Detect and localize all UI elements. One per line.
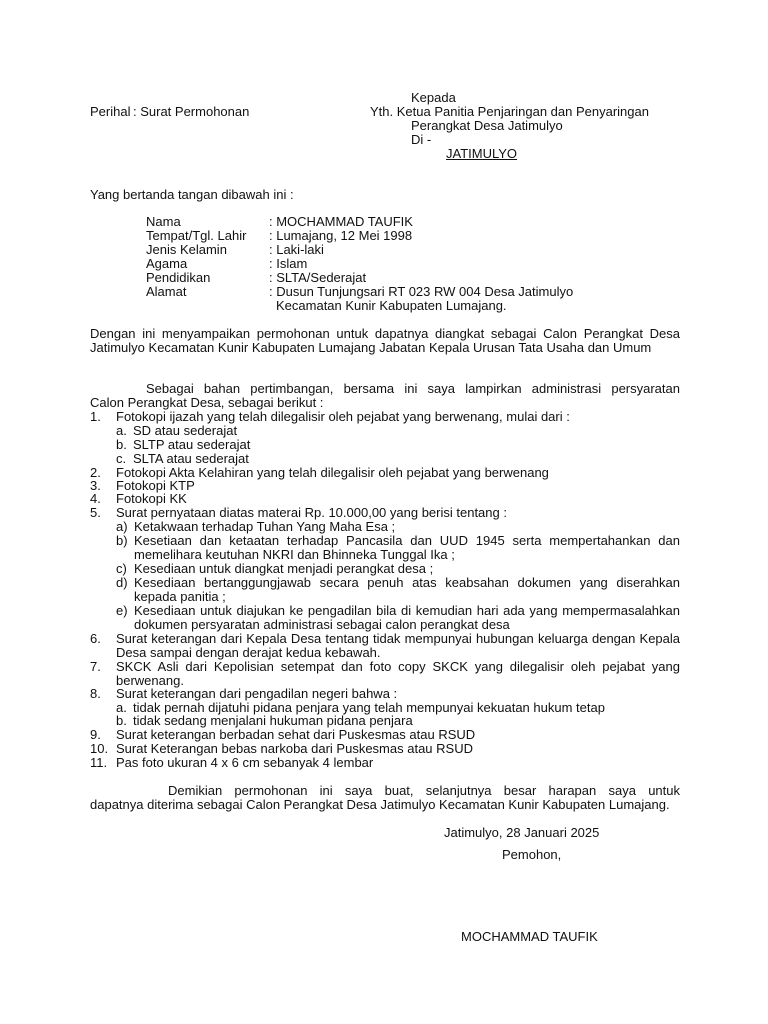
list-number: 2. <box>90 465 101 480</box>
list-item: Fotokopi Akta Kelahiran yang telah dilegalisir oleh pejabat yang berwenang <box>116 465 549 480</box>
paragraph-attachments: Sebagai bahan pertimbangan, bersama ini saya lampirkan administrasi persyaratan <box>146 381 680 396</box>
sublist-number: c) <box>116 561 127 576</box>
recipient-yth: Yth. Ketua Panitia Penjaringan dan Penyaringan <box>370 104 649 119</box>
list-item: Fotokopi KK <box>116 491 187 506</box>
list-number: 3. <box>90 478 101 493</box>
identity-value: : Laki-laki <box>269 242 324 257</box>
identity-label: Pendidikan <box>146 270 211 285</box>
sublist-item: Ketakwaan terhadap Tuhan Yang Maha Esa ; <box>134 519 396 534</box>
recipient-yth-line2: Perangkat Desa Jatimulyo <box>411 118 563 133</box>
list-item: Fotokopi ijazah yang telah dilegalisir oleh pejabat yang berwenang, mulai dari : <box>116 409 570 424</box>
identity-label: Agama <box>146 256 188 271</box>
signature-role: Pemohon, <box>502 847 562 862</box>
list-number: 4. <box>90 491 101 506</box>
sublist-number: b) <box>116 533 128 548</box>
identity-value: : MOCHAMMAD TAUFIK <box>269 214 413 229</box>
list-item: Surat Keterangan bebas narkoba dari Puskesmas atau RSUD <box>116 741 473 756</box>
list-number: 5. <box>90 505 101 520</box>
intro-text: Yang bertanda tangan dibawah ini : <box>90 187 294 202</box>
identity-value-cont: Kecamatan Kunir Kabupaten Lumajang. <box>276 298 507 313</box>
list-item: Surat keterangan dari Kepala Desa tentang tidak mempunyai hubungan keluarga dengan Kepala Desa sampai dengan derajat kedua kebawah. <box>116 631 680 660</box>
signature-place-date: Jatimulyo, 28 Januari 2025 <box>444 825 600 840</box>
closing-paragraph: Demikian permohonan ini saya buat, selanjutnya besar harapan saya untuk <box>168 783 680 798</box>
closing-paragraph-cont: dapatnya diterima sebagai Calon Perangkat Desa Jatimulyo Kecamatan Kunir Kabupaten Lumajang. <box>90 797 670 812</box>
list-number: 9. <box>90 727 101 742</box>
sublist-item: tidak sedang menjalani hukuman pidana penjara <box>133 713 413 728</box>
paragraph-attachments-cont: Calon Perangkat Desa, sebagai berikut : <box>90 395 324 410</box>
sublist-item: SLTP atau sederajat <box>133 437 251 452</box>
list-item: Fotokopi KTP <box>116 478 195 493</box>
perihal-value: : Surat Permohonan <box>133 104 250 119</box>
identity-value: : Islam <box>269 256 308 271</box>
recipient-kepada: Kepada <box>411 90 456 105</box>
sublist-item: tidak pernah dijatuhi pidana penjara yang telah mempunyai kekuatan hukum tetap <box>133 700 605 715</box>
recipient-di: Di - <box>411 132 432 147</box>
signature-name: MOCHAMMAD TAUFIK <box>461 929 598 944</box>
list-item: Surat keterangan dari pengadilan negeri bahwa : <box>116 686 398 701</box>
list-item: Pas foto ukuran 4 x 6 cm sebanyak 4 lembar <box>116 755 374 770</box>
sublist-item: Kesediaan bertanggungjawab secara penuh atas keabsahan dokumen yang diserahkan kepada panitia ; <box>134 575 680 604</box>
sublist-number: e) <box>116 603 128 618</box>
sublist-number: b. <box>116 713 127 728</box>
list-number: 11. <box>90 755 108 770</box>
list-item: SKCK Asli dari Kepolisian setempat dan foto copy SKCK yang dilegalisir oleh pejabat yang berwenang. <box>116 659 680 688</box>
list-item: Surat keterangan berbadan sehat dari Puskesmas atau RSUD <box>116 727 476 742</box>
list-number: 7. <box>90 659 101 674</box>
sublist-number: c. <box>116 451 127 466</box>
list-number: 1. <box>90 409 101 424</box>
sublist-item: Kesetiaan dan ketaatan terhadap Pancasila dan UUD 1945 serta mempertahankan dan memelihara keutuhan NKRI dan Bhinneka Tunggal Ika ; <box>134 533 680 562</box>
sublist-item: Kesediaan untuk diangkat menjadi perangkat desa ; <box>134 561 434 576</box>
identity-label: Jenis Kelamin <box>146 242 227 257</box>
identity-label: Nama <box>146 214 181 229</box>
sublist-item: SLTA atau sederajat <box>133 451 249 466</box>
list-number: 8. <box>90 686 101 701</box>
perihal-label: Perihal <box>90 104 131 119</box>
paragraph-request: Dengan ini menyampaikan permohonan untuk dapatnya diangkat sebagai Calon Perangkat Desa Jatimulyo Kecamatan Kunir Kabupaten Lumajang Jabatan Kepala Urusan Tata Usaha dan Umum <box>90 326 680 355</box>
sublist-number: b. <box>116 437 127 452</box>
sublist-number: a. <box>116 700 127 715</box>
sublist-number: d) <box>116 575 128 590</box>
recipient-place: JATIMULYO <box>446 146 518 161</box>
sublist-number: a) <box>116 519 128 534</box>
identity-label: Alamat <box>146 284 187 299</box>
identity-value: : Lumajang, 12 Mei 1998 <box>269 228 413 243</box>
sublist-item: SD atau sederajat <box>133 423 238 438</box>
list-number: 10. <box>90 741 109 756</box>
sublist-number: a. <box>116 423 127 438</box>
list-number: 6. <box>90 631 101 646</box>
identity-value: : SLTA/Sederajat <box>269 270 367 285</box>
identity-value: : Dusun Tunjungsari RT 023 RW 004 Desa Jatimulyo <box>269 284 574 299</box>
identity-label: Tempat/Tgl. Lahir <box>146 228 247 243</box>
sublist-item: Kesediaan untuk diajukan ke pengadilan bila di kemudian hari ada yang mempermasalahkan dokumen persyaratan administrasi sebagai calon perangkat desa <box>134 603 680 632</box>
list-item: Surat pernyataan diatas materai Rp. 10.000,00 yang berisi tentang : <box>116 505 507 520</box>
